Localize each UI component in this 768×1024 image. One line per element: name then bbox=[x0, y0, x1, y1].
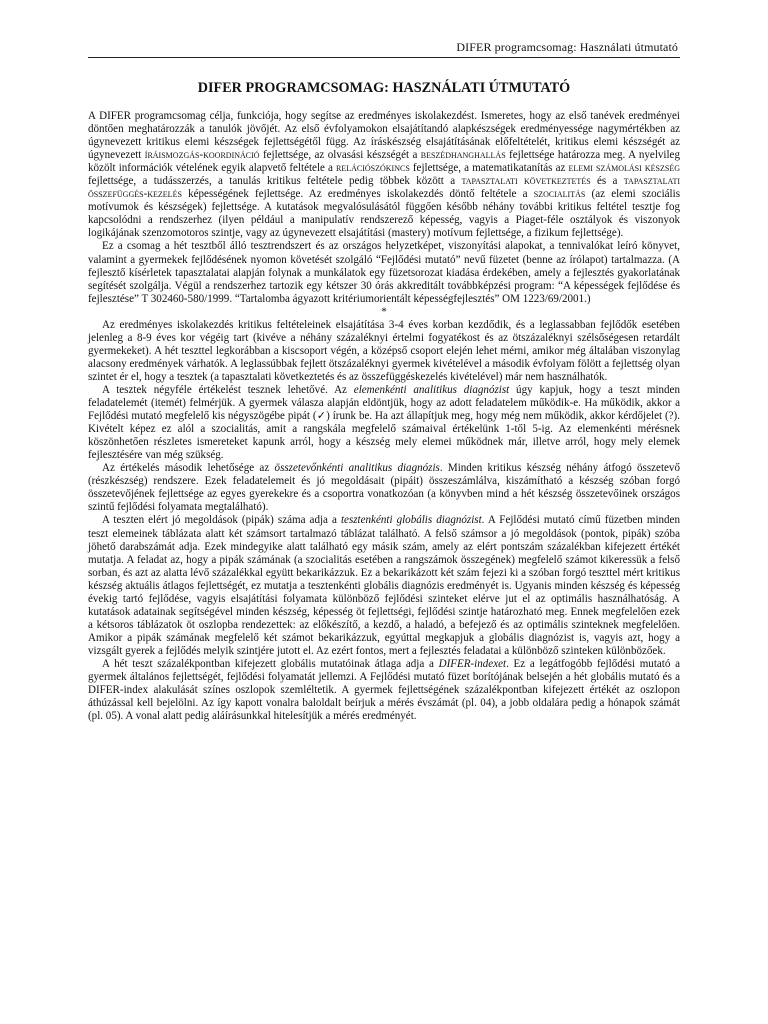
paragraph-difer-index bbox=[88, 658, 680, 723]
text-run: . A Fejlődési mutató című füzetben minden teszt elemeinek táblázata alatt két számsort tartalmazó táblázat található. A felső számsor a jó megoldások (pontok, pipák) szóba jöhető darabszámát adja. Ezek mindegyike alatt található egy másik szám, amely az elért pontszám százalékban kifejezett értékét mutatja. A feladat az, hogy a pipák számának (a szocialitás esetében a rangszámok összegének) megfelelő számot kikeressük a felső sorban, és azt az alatta lévő százalékkal együtt bekarikázzuk. Ez a bekarikázott két szám fejezi ki a szóban forgó teszttel mért kritikus készség aktuális átlagos fejlettségét, ez mutatja a tesztenkénti globális diagnózis eredményét is. Ugyanis minden készség és képesség évekig tartó fejlődése, vagyis elsajátítási folyamata különböző fejlődési szinteket elérve jut el az optimális használhatóság. A kutatások adatainak segítségével minden készség, képesség öt fejlettségi, fejlődési szintje határozható meg. Ennek megfelelően ezek a kétsoros táblázatok öt oszlopba rendezettek: az előkészítő, a kezdő, a haladó, a befejező és az optimális szinteknek megfelelően. Amikor a pipák számának megfelelő két számot bekarikázzuk, egyúttal megkapjuk a globális diagnózist is, vagyis azt, hogy a vizsgált gyerek a fejlődés melyik szintjére jutott el. Az ezért fontos, mert a fejlesztés feladatai a különböző szinteken különbözőek. bbox=[88, 514, 680, 657]
document-body bbox=[88, 110, 680, 723]
skill-term: tapasztalati összefüggés-kezelés bbox=[88, 175, 680, 201]
text-run: fejlettsége határozza meg. A nyelvileg közölt információk vételének egyik alapvető feltétele a bbox=[88, 149, 680, 175]
emphasis: DIFER-indexet bbox=[438, 657, 507, 670]
running-header: DIFER programcsomag: Használati útmutató bbox=[456, 40, 678, 54]
paragraph-package-contents: Ez a csomag a hét tesztből álló tesztrendszert és az országos helyzetképet, viszonyítási alapokat, a tennivalókat leíró könyvet, valamint a gyermekek fejlődésének nyomon követését szolgáló “Fejlődési mutató” nevű füzetet (benne az írólapot) tartalmazza. (A fejlesztő kísérletek tapasztalatai alapján folynak a munkálatok egy füzetsorozat kiadása érdekében, amely a fejlesztés gyakorlatának segítését szolgálja. Végül a rendszerhez tartozik egy kétszer 30 órás akkreditált továbbképzési program: “A képességek fejlődése és fejlesztése” T 302460-580/1999. “Tartalomba ágyazott kritériumorientált képességfejlesztés” OM 1223/69/2001.) bbox=[88, 240, 680, 305]
skill-term: tapasztalati következtetés bbox=[461, 175, 591, 188]
skill-term: relációszókincs bbox=[336, 162, 410, 175]
text-run: A teszten elért jó megoldások (pipák) száma adja a bbox=[102, 514, 341, 527]
paragraph-age-range: Az eredményes iskolakezdés kritikus feltételeinek elsajátítása 3-4 éves korban kezdődik, és a leglassabban fejlődők esetében jelenleg a 8-9 éves kor végéig tart (kivéve a néhány százaléknyi értelmi fogyatékost és az ötszázaléknyi szélsőségesen retardált gyermekeket). A hét teszttel legkorábban a kiscsoport végén, a középső csoport elején lehet mérni, amikor még általában viszonylag alacsony eredmények várhatók. A leglassúbbak fejlett ötszázaléknyi gyermek kivételével a második évfolyam fölött a fejlettség olyan szintet ér el, hogy a tesztek (a tapasztalati következtetés és az összefüggéskezelés kivételével) már nem használhatók. bbox=[88, 318, 680, 383]
paragraph-component-diagnosis bbox=[88, 462, 680, 514]
header-rule bbox=[88, 57, 680, 58]
text-run: fejlettsége, a matematikatanítás az bbox=[409, 162, 569, 175]
text-run: A hét teszt százalékpontban kifejezett globális mutatóinak átlaga adja a bbox=[102, 657, 439, 670]
text-run: Az értékelés második lehetősége az bbox=[102, 462, 275, 475]
text-run: képességének fejlettsége. Az eredményes iskolakezdés döntő feltétele a bbox=[181, 188, 534, 201]
emphasis: elemenkénti analitikus diagnózist bbox=[353, 383, 510, 396]
text-run: fejlettsége, az olvasási készségét a bbox=[259, 149, 421, 162]
emphasis: összetevőnkénti analitikus diagnózis bbox=[274, 462, 440, 475]
text-run: A DIFER programcsomag célja, funkciója, hogy segítse az eredményes iskolakezdést. Ismeretes, hogy az első tanévek eredményei döntően meghatározzák a tanulók jövőjét. Az első évfolyamokon elsajátítandó alapkészségek eredményessége nagymértékben az úgynevezett kritikus elemi készségek fejlettségétől függ. Az íráskészség elsajátításának előfeltételét, kritikus elemi készségét az úgynevezett bbox=[88, 110, 680, 162]
section-separator: * bbox=[381, 305, 387, 318]
paragraph-intro bbox=[88, 110, 680, 240]
emphasis: tesztenkénti globális diagnózist bbox=[340, 514, 482, 527]
text-run: (az elemi szociális motívumok és készségek) fejlettsége. A kutatások megvalósulásától függően később néhány további kritikus feltétel tesztje fog kapcsolódni a rendszerhez (ilyen például a manipulatív rendszerező képesség, vagyis a Piaget-féle osztályok és viszonyok logikájának szenzomotoros szintje, vagy az úgynevezett elsajátítási (mastery) motívum fejlettsége, a fizikum fejlettsége). bbox=[88, 188, 680, 240]
text-run: . Minden kritikus készség néhány átfogó összetevő (részkészség) rendszere. Ezek feladatelemeit és jó megoldásait (pipáit) összeszámlálva, kiszámítható a készség szóban forgó összetevőjének fejlettsége az egyes gyerekekre és a csoportra vonatkozóan (a könyvben mind a hét készség összetevőinek országos szintű fejlődési folyamata megtalálható). bbox=[88, 462, 680, 514]
text-run: A tesztek négyféle értékelést tesznek lehetővé. Az bbox=[102, 383, 354, 396]
skill-term: szocialitás bbox=[533, 188, 586, 201]
text-run: fejlettsége, a tudásszerzés, a tanulás kritikus feltétele pedig többek között a bbox=[88, 175, 462, 188]
paragraph-item-diagnosis bbox=[88, 384, 680, 462]
text-run: úgy kapjuk, hogy a teszt minden feladatelemét (itemét) felmérjük. A gyermek válasza alapján eldöntjük, hogy az adott feladatelem működik-e. Ha működik, akkor a Fejlődési mutató megfelelő kis négyszögébe pipát (✓) írunk be. Ha azt állapítjuk meg, hogy még nem működik, akkor kérdőjelet (?). Kivételt képez ez alól a szocialitás, amit a rangskála megfelelő számaival értékelünk 1-től 5-ig. Az elemenkénti mérésnek köszönhetően részletes ismereteket kapunk arról, hogy a készség mely elemei működnek már, illetve arról, hogy mely elemek fejlesztésére van még szükség. bbox=[88, 383, 680, 462]
document-title: DIFER PROGRAMCSOMAG: HASZNÁLATI ÚTMUTATÓ bbox=[197, 80, 571, 96]
skill-term: íráismozgás-koordináció bbox=[144, 149, 260, 162]
text-run: és a bbox=[590, 175, 624, 188]
text-run: . Ez a legátfogóbb fejlődési mutató a gyermek általános fejlettségét, fejlődési folyamatát jellemzi. A Fejlődési mutató füzet borítójának belsején a hét globális mutató és a DIFER-index alakulását színes oszlopok szemléltetik. A gyermek fejlettségének százalékpontban kifejezett értékét az oszlopon áthúzással kell bejelölni. Az így kapott vonalra baloldalt beírjuk a mérés évszámát (pl. 04), a jobb oldalára pedig a hónapok számát (pl. 05). A vonal alatt pedig aláírásunkkal hitelesítjük a mérés eredményét. bbox=[88, 657, 680, 723]
paragraph-global-diagnosis bbox=[88, 514, 680, 658]
skill-term: beszédhanghallás bbox=[420, 149, 506, 162]
skill-term: elemi számolási készség bbox=[568, 162, 680, 175]
